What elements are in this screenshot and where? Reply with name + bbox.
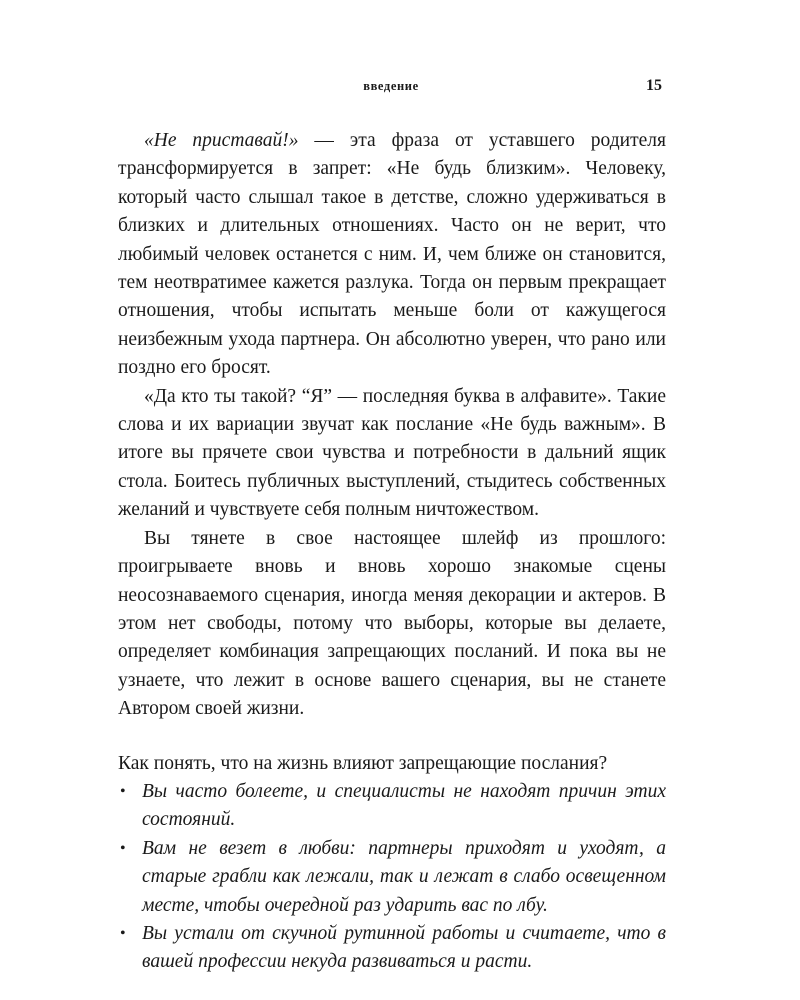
bullet-icon: • xyxy=(120,839,126,857)
body-text xyxy=(118,127,666,977)
section-title: введение xyxy=(363,79,419,93)
list-item xyxy=(118,835,666,920)
page-number: 15 xyxy=(646,77,662,94)
running-header xyxy=(120,74,662,98)
paragraph-2: «Да кто ты такой? “Я” — последняя буква в алфавите». Такие слова и их вариации звучат как послание «Не будь важным». В итоге вы прячете свои чувства и потребности в дальний ящик стола. Боитесь публичных выступлений, стыдитесь собственных желаний и чувствуете себя полным ничтожеством. xyxy=(118,385,666,521)
list-item-text: Вы устали от скучной рутинной работы и считаете, что в вашей профессии некуда развиваться и расти. xyxy=(142,922,666,973)
list-item xyxy=(118,778,666,835)
checklist-question: Как понять, что на жизнь влияют запрещающие послания? xyxy=(118,752,608,774)
paragraph-1-text: — эта фраза от уставшего родителя трансформируется в запрет: «Не будь близким». Человеку, который часто слышал такое в детстве, сложно удерживаться в близких и длительных отношениях. Часто он не верит, что любимый человек останется с ним. И, чем ближе он становится, тем неотвратимее кажется разлука. Тогда он первым прекращает отношения, чтобы испытать меньше боли от кажущегося неизбежным ухода партнера. Он абсолютно уверен, что рано или поздно его бросят. xyxy=(118,130,666,379)
paragraph-1 xyxy=(118,127,666,383)
list-item-text: Вы часто болеете, и специалисты не находят причин этих состояний. xyxy=(142,780,666,831)
bullet-icon: • xyxy=(120,782,126,800)
bullet-icon: • xyxy=(120,924,126,942)
list-item-text: Вам не везет в любви: партнеры приходят и уходят, а старые грабли как лежали, так и лежат в слабо освещенном месте, чтобы очередной раз ударить вас по лбу. xyxy=(142,837,666,916)
paragraph-1-lead-quote: «Не приставай!» xyxy=(144,130,299,151)
paragraph-3: Вы тянете в свое настоящее шлейф из прошлого: проигрываете вновь и вновь хорошо знакомые сцены неосознаваемого сценария, иногда меняя декорации и актеров. В этом нет свободы, потому что выборы, которые вы делаете, определяет комбинация запрещающих посланий. И пока вы не узнаете, что лежит в основе вашего сценария, вы не станете Автором своей жизни. xyxy=(118,527,666,720)
checklist xyxy=(118,778,666,977)
list-item xyxy=(118,920,666,977)
